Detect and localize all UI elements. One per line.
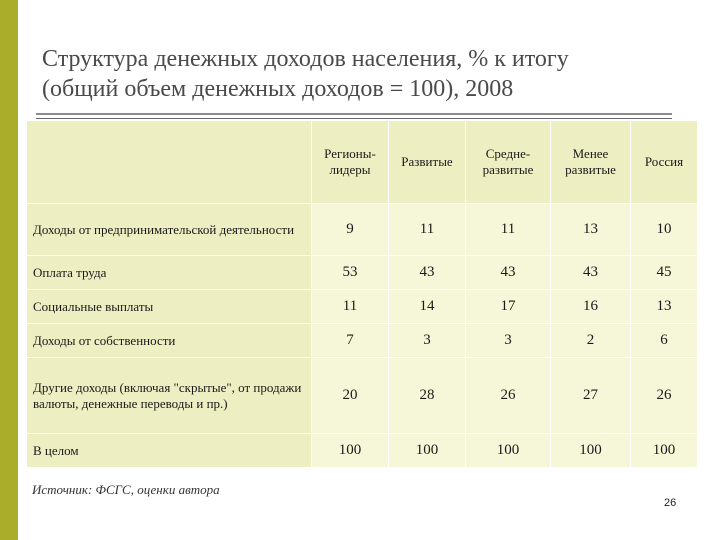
title-line-1: Структура денежных доходов населения, % к итогу [42, 46, 569, 72]
table-cell: 26 [631, 358, 698, 434]
title-line-2: (общий объем денежных доходов = 100), 2008 [42, 76, 514, 102]
column-header: Регионы- лидеры [312, 121, 389, 204]
source-note: Источник: ФСГС, оценки автора [32, 482, 220, 497]
table-cell: 3 [466, 324, 551, 358]
table-cell: 6 [631, 324, 698, 358]
column-header: Менее развитые [551, 121, 631, 204]
table-cell: 16 [551, 290, 631, 324]
table-cell: 9 [312, 204, 389, 256]
table-cell: 7 [312, 324, 389, 358]
table-cell: 13 [631, 290, 698, 324]
row-label: Доходы от собственности [27, 324, 312, 358]
table-row [27, 204, 698, 256]
table-cell: 100 [466, 434, 551, 468]
title-divider [36, 113, 672, 115]
table-cell: 13 [551, 204, 631, 256]
table-cell: 43 [466, 256, 551, 290]
table-cell: 53 [312, 256, 389, 290]
table-cell: 10 [631, 204, 698, 256]
table-cell: 2 [551, 324, 631, 358]
table-cell: 11 [466, 204, 551, 256]
table-corner-cell [27, 121, 312, 204]
row-label: Доходы от предпринимательской деятельности [27, 204, 312, 256]
slide-title [42, 44, 682, 104]
column-header: Средне- развитые [466, 121, 551, 204]
table-cell: 43 [551, 256, 631, 290]
table-cell: 11 [389, 204, 466, 256]
table-cell: 14 [389, 290, 466, 324]
table-row [27, 324, 698, 358]
page-number: 26 [664, 497, 677, 509]
table-cell: 100 [389, 434, 466, 468]
table-row [27, 290, 698, 324]
column-header: Развитые [389, 121, 466, 204]
table-row [27, 358, 698, 434]
table-row [27, 434, 698, 468]
title-divider-thin [36, 118, 672, 119]
table-cell: 100 [551, 434, 631, 468]
table-cell: 43 [389, 256, 466, 290]
row-label: Оплата труда [27, 256, 312, 290]
table-cell: 100 [631, 434, 698, 468]
table-cell: 28 [389, 358, 466, 434]
row-label: Социальные выплаты [27, 290, 312, 324]
table-header-row [27, 121, 698, 204]
table-cell: 11 [312, 290, 389, 324]
table-cell: 100 [312, 434, 389, 468]
table-cell: 17 [466, 290, 551, 324]
table-cell: 45 [631, 256, 698, 290]
table-cell: 27 [551, 358, 631, 434]
row-label: Другие доходы (включая "скрытые", от продажи валюты, денежные переводы и пр.) [27, 358, 312, 434]
column-header: Россия [631, 121, 698, 204]
table-cell: 3 [389, 324, 466, 358]
table-cell: 20 [312, 358, 389, 434]
row-label: В целом [27, 434, 312, 468]
income-structure-table [26, 120, 698, 468]
accent-bar [0, 0, 18, 540]
table-cell: 26 [466, 358, 551, 434]
table-row [27, 256, 698, 290]
